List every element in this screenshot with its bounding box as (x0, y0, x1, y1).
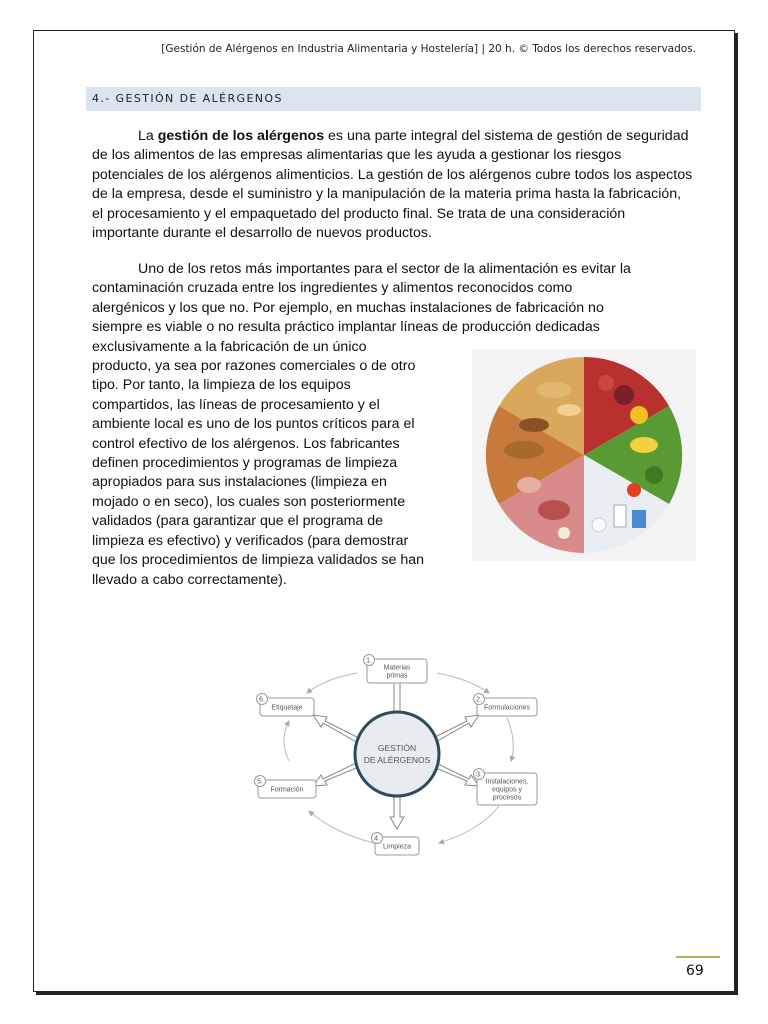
diagram-node-number: 4. (374, 835, 380, 843)
diagram-node-label: equipos y (492, 786, 522, 794)
paragraph2-line: compartidos, las líneas de procesamiento y el (92, 396, 380, 413)
paragraph1-lead: La (138, 128, 158, 144)
page-number: 69 (686, 963, 704, 979)
paragraph2-line: ambiente local es uno de los puntos críticos para el (92, 416, 415, 433)
diagram-node-number: 5. (257, 778, 263, 786)
diagram-node (372, 833, 420, 856)
section-title: 4.- GESTIÓN DE ALÉRGENOS (92, 92, 283, 105)
diagram-center-line2: DE ALÉRGENOS (363, 755, 431, 765)
diagram-center-line1: GESTIÓN (377, 743, 417, 753)
paragraph2-line: mojado o en seco), los cuales son posteriormente (92, 493, 406, 510)
paragraph2-line: exclusivamente a la fabricación de un único (92, 338, 367, 355)
diagram-node-label: Limpieza (382, 843, 412, 851)
paragraph1-rest: es una parte integral del sistema de gestión de seguridad de los alimentos de las empresas alimentarias que les ayuda a gestionar los riesgos potenciales de los alérgenos alimenticios. La gestión de los alérgenos cubre todos los aspectos de la empresa, desde el suministro y la manipulación de la materia prima hasta la fabricación, el procesamiento y el empaquetado del producto final. Se trata de una consideración importante durante el desarrollo de nuevos productos. (92, 128, 693, 242)
paragraph2-line: limpieza es efectivo) y verificados (para demostrar (92, 532, 409, 549)
diagram-node-label: Instalaciones, (485, 778, 529, 786)
diagram-node-label: primas (386, 672, 408, 680)
running-header: [Gestión de Alérgenos en Industria Alimentaria y Hostelería] | 20 h. © Todos los derechos reservados. (161, 43, 696, 55)
paragraph2-line: alergénicos y los que no. Por ejemplo, en muchas instalaciones de fabricación no (92, 299, 604, 316)
paragraph2-line: control efectivo de los alérgenos. Los fabricantes (92, 435, 400, 452)
diagram-node (474, 769, 538, 806)
diagram-node (257, 694, 315, 717)
paragraph2-line: validados (para garantizar que el programa de (92, 513, 384, 530)
diagram-node (474, 694, 538, 717)
diagram-node-number: 2. (476, 696, 482, 704)
allergen-management-diagram (239, 621, 549, 861)
diagram-center-circle (355, 712, 439, 796)
diagram-node-number: 3. (476, 771, 482, 779)
diagram-node-label: Formulaciones (484, 704, 530, 712)
diagram-node-label: procesos (492, 794, 522, 802)
food-groups-image (472, 349, 696, 561)
food-wheel-illustration (472, 349, 696, 561)
paragraph2-line: contaminación cruzada entre los ingredientes y alimentos reconocidos como (92, 280, 573, 297)
diagram-node-label: Materias (383, 664, 411, 672)
paragraph-allergen-management (92, 127, 694, 243)
paragraph2-line: siempre es viable o no resulta práctico implantar líneas de producción dedicadas (92, 319, 600, 336)
paragraph2-line: definen procedimientos y programas de limpieza (92, 455, 398, 472)
diagram-node-label: Formación (270, 786, 304, 794)
paragraph1-bold-term: gestión de los alérgenos (157, 128, 325, 144)
paragraph2-line: llevado a cabo correctamente). (92, 571, 287, 588)
paragraph2-line: tipo. Por tanto, la limpieza de los equipos (92, 377, 351, 394)
document-page (33, 30, 735, 992)
paragraph2-line: que los procedimientos de limpieza validados se han (92, 552, 425, 569)
diagram-node (364, 655, 428, 684)
paragraph2-line: producto, ya sea por razones comerciales o de otro (92, 358, 416, 375)
paragraph2-line: apropiados para sus instalaciones (limpieza en (92, 474, 387, 491)
diagram-node-label: Etiquetaje (271, 704, 303, 712)
diagram-node (255, 776, 317, 799)
diagram-node-number: 6. (259, 696, 265, 704)
footer-rule (676, 956, 720, 958)
section-heading-bar (86, 87, 701, 111)
paragraph2-line: Uno de los retos más importantes para el sector de la alimentación es evitar la (138, 261, 631, 277)
diagram-svg (239, 621, 549, 861)
diagram-node-number: 1. (366, 657, 372, 665)
